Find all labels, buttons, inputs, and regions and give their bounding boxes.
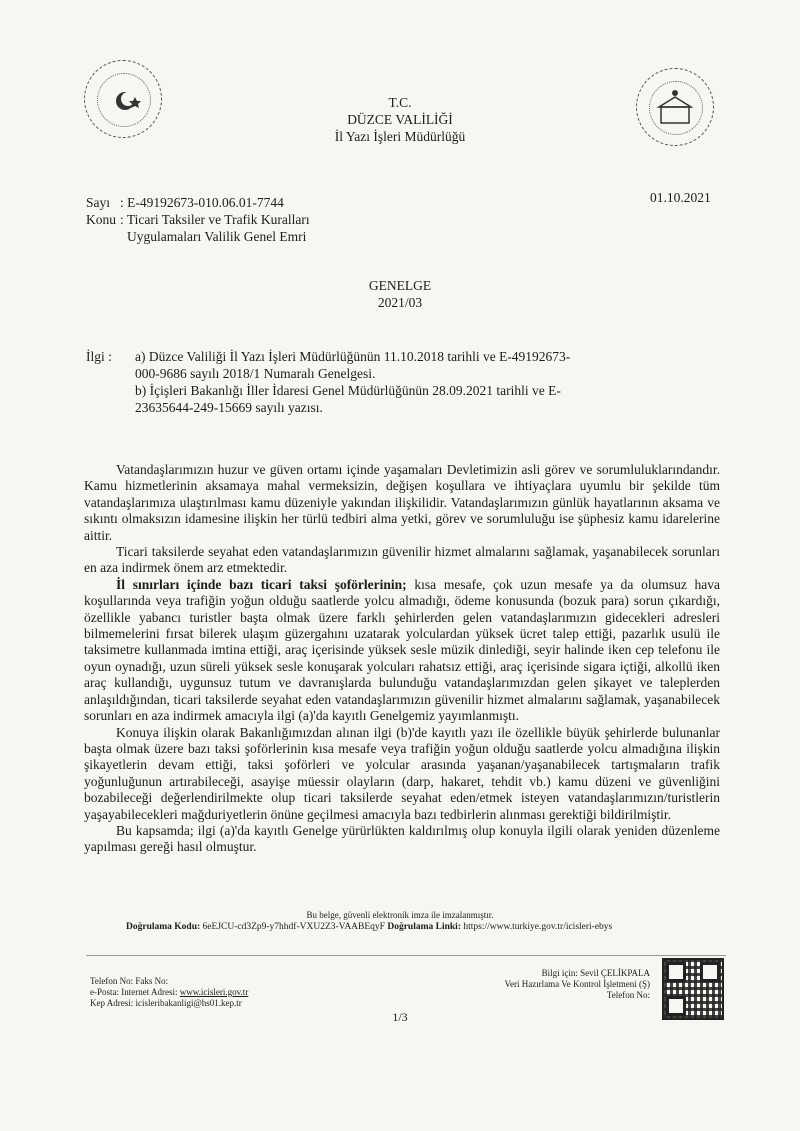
footer-contact-title: Veri Hazırlama Ve Kontrol İşletmeni (Ş) — [504, 979, 650, 989]
footer-website-link[interactable]: www.icisleri.gov.tr — [179, 987, 249, 997]
paragraph-3 — [84, 577, 720, 725]
paragraph-3-bold: İl sınırları içinde bazı ticari taksi şoförlerinin; — [116, 576, 407, 592]
footer-email-row — [90, 987, 248, 998]
document-body — [84, 462, 720, 856]
footer-phone-fax: Telefon No: Faks No: — [90, 976, 169, 986]
konu-value-line2: Uygulamaları Valilik Genel Emri — [127, 229, 307, 244]
document-date: 01.10.2021 — [650, 190, 711, 205]
footer-divider — [86, 955, 726, 956]
paragraph-4: Konuya ilişkin olarak Bakanlığımızdan alınan ilgi (b)'de kayıtlı yazı ile özellikle büyük şehirlerde bulunanlar başta olmak üzere bazı taksi şoförlerinin kısa mesafe veya trafiğin yoğun olduğu saatlerde yolcu almadığına ilişkin şikayetlerin devam ettiği, taksi şoförleri ve yolcular arasında yaşanan/yaşanabilecek tartışmaların trafik yoğunluğunun artırabileceği, asayişe müessir olayların (darp, hakaret, tehdit vb.) kamu düzeni ve güvenliğini bozabileceği değerlendirilmekte olup ticari taksilerde seyahat eden/etmek isteyen vatandaşlarımızın/turistlerin yaşayabilecekleri mağduriyetlerin önüne geçilmesi amacıyla bazı tedbirlerin alınması gerektiği bildirilmiştir. — [84, 724, 720, 822]
ilgi-b-line1: b) İçişleri Bakanlığı İller İdaresi Genel Müdürlüğünün 28.09.2021 tarihli ve E- — [135, 383, 561, 398]
esign-notice: Bu belge, güvenli elektronik imza ile imzalanmıştır. — [306, 910, 494, 920]
sayi-row — [86, 194, 284, 211]
title-genelge: GENELGE — [368, 278, 432, 293]
sayi-value: : E-49192673-010.06.01-7744 — [120, 195, 284, 210]
ilgi-a-line1: a) Düzce Valiliği İl Yazı İşleri Müdürlüğünün 11.10.2018 tarihli ve E-49192673- — [135, 349, 571, 364]
paragraph-1: Vatandaşlarımızın huzur ve güven ortamı içinde yaşamaları Devletimizin asli görev ve sorumluluklarındandır. Kamu hizmetlerinin aksamaya mahal vermeksizin, değişen koşullara ve ihtiyaçlara uyumlu bir şekilde tüm vatandaşlarımıza ulaştırılması kamu düzeniyle yakından ilişkilidir. Vatandaşlarımızın günlük hayatlarının aksama ve sıkıntı olmaksızın idamesine ilişkin her türlü tedbiri alma yetki, görev ve sorumluluğu ise şüphesiz kamu idarelerine aittir. — [84, 462, 720, 543]
footer-email-label: e-Posta: Internet Adresi: — [90, 987, 178, 997]
footer-contact — [90, 976, 248, 1009]
verify-link-label: Doğrulama Linki: — [387, 922, 461, 932]
konu-label: Konu — [86, 212, 116, 227]
paragraph-2: Ticari taksilerde seyahat eden vatandaşlarımızın güvenilir hizmet almalarını sağlamak, yaşanabilecek sorunları en aza indirmek önem arz etmektedir. — [84, 544, 720, 576]
verify-code-label: Doğrulama Kodu: — [126, 922, 201, 932]
paragraph-3-text: kısa mesafe, çok uzun mesafe ya da olumsuz hava koşullarında veya trafiğin yoğun olduğu saatlerde yolcu almadığı, ödeme konusunda (bozuk para) sorun çıkardığı, özellikle yabancı turistler başta olmak üzere farklı şehirlerden gelen vatandaşlarımızın gidecekleri adresleri bilmemelerini fırsat bilerek ulaşım güzergahını uzatarak yolculardan yüksek ücret talep ettiği, pazarlık usulü ile taksimetre kullanmada imtina ettiği, araç içerisinde yüksek sesle müzik dinlediği, seyir halinde iken cep telefonu ile oyun oynadığı, uzun süreli yüksek sesle konuşarak yolcuları rahatsız ettiği, araç içerisinde sigara içtiği, alkollü iken araç kullandığı, uygunsuz tutum ve davranışlarda bulunduğu vatandaşlarımızdan gelen şikayet ve taleplerden anlaşıldığından, ticari taksilerde seyahat eden vatandaşlarımızın güvenilir hizmet almalarını sağlamak, yaşanabilecek sorunları en aza indirmek amacıyla ilgi (a)'da kayıtlı Genelgemiz yayımlanmıştı. — [84, 576, 720, 724]
footer-contact-person: Bilgi için: Sevil ÇELİKPALA — [541, 968, 650, 978]
footer-info — [440, 968, 650, 1001]
verify-code: 6eEJCU-cd3Zp9-y7hhdf-VXU2Z3-VAABEqyF — [202, 922, 385, 932]
ilgi-list — [135, 348, 725, 416]
verification-row — [126, 922, 612, 933]
verify-link[interactable]: https://www.turkiye.gov.tr/icisleri-ebys — [463, 922, 613, 932]
footer-kep: Kep Adresi: icisleribakanligi@hs01.kep.tr — [90, 998, 242, 1008]
sayi-label: Sayı — [86, 195, 111, 210]
ilgi-label: İlgi : — [86, 349, 112, 364]
header-tc: T.C. — [388, 95, 412, 110]
ilgi-a-line2: 000-9686 sayılı 2018/1 Numaralı Genelgesi. — [135, 366, 376, 381]
title-number: 2021/03 — [377, 295, 423, 310]
ilgi-b-line2: 23635644-249-15669 sayılı yazısı. — [135, 400, 323, 415]
document-header — [0, 94, 800, 145]
footer-contact-phone: Telefon No: — [606, 990, 650, 1000]
paragraph-5: Bu kapsamda; ilgi (a)'da kayıtlı Genelge yürürlükten kaldırılmış olup konuyla ilgili olarak yeniden düzenleme yapılması gereği hasıl olmuştur. — [84, 822, 720, 855]
konu-value: : Ticari Taksiler ve Trafik Kuralları — [120, 212, 310, 227]
genelge-title — [0, 277, 800, 311]
konu-row — [86, 211, 310, 228]
header-directorate: İl Yazı İşleri Müdürlüğü — [334, 129, 466, 144]
header-governorship: DÜZCE VALİLİĞİ — [347, 112, 453, 127]
page-number: 1/3 — [392, 1010, 408, 1024]
